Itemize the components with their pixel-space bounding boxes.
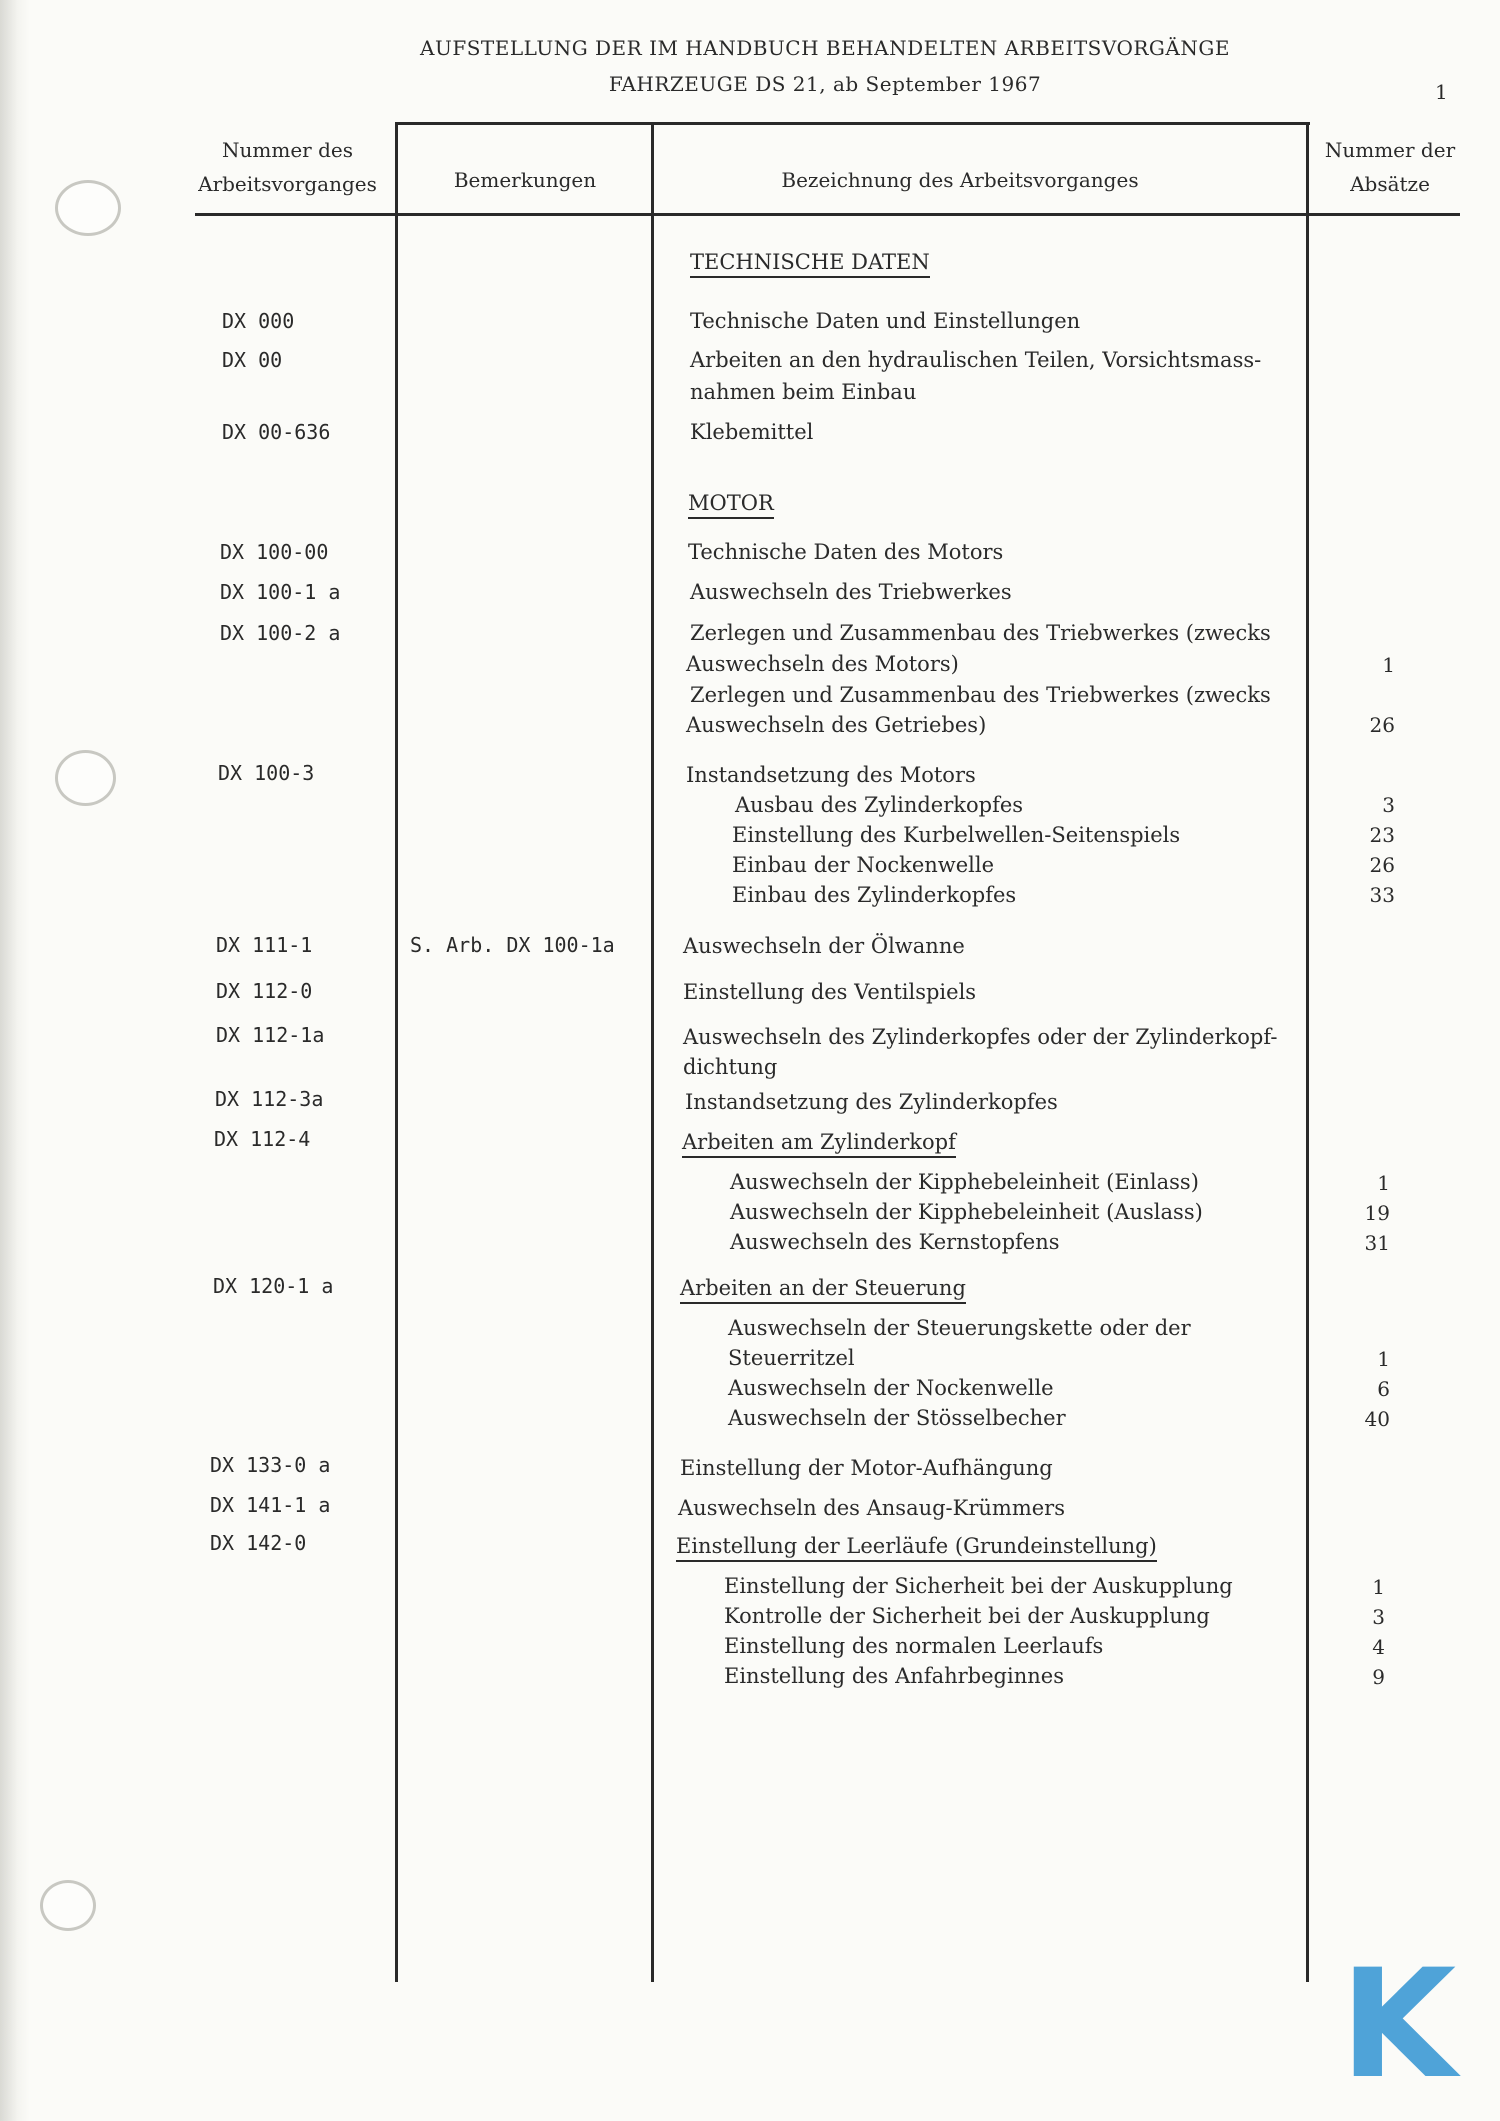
row-bezeichnung: Auswechseln des Zylinderkopfes oder der Zylinderkopf- [683,1025,1278,1049]
column-header-nummer-line1: Nummer des [222,138,353,162]
column-header-absaetze-line1: Nummer der [1324,138,1456,162]
k-logo: K [1340,1938,1457,2112]
row-nummer: DX 112-4 [214,1127,311,1151]
column-divider-2 [651,122,654,1982]
sub-item: Einstellung des Kurbelwellen-Seitenspiels [732,823,1181,847]
row-nummer: DX 111-1 [216,933,313,957]
absatz-number: 4 [1372,1635,1385,1659]
row-nummer: DX 133-0 a [210,1453,331,1477]
row-bezeichnung: Einstellung des Ventilspiels [683,980,977,1004]
row-nummer: DX 100-2 a [220,621,341,645]
row-nummer: DX 112-3a [215,1087,324,1111]
absatz-number: 1 [1382,653,1395,677]
row-nummer: DX 112-1a [216,1023,325,1047]
row-nummer: DX 120-1 a [213,1274,334,1298]
column-divider-1 [395,122,398,1982]
sub-item: Auswechseln des Kernstopfens [730,1230,1060,1254]
sub-item: Ausbau des Zylinderkopfes [735,793,1024,817]
row-nummer: DX 00-636 [222,420,331,444]
row-nummer: DX 141-1 a [210,1493,331,1517]
document-title: AUFSTELLUNG DER IM HANDBUCH BEHANDELTEN ARBEITSVORGÄNGE [420,36,1230,60]
absatz-number: 3 [1382,793,1395,817]
row-bezeichnung: Auswechseln des Ansaug-Krümmers [678,1496,1065,1520]
sub-item: Kontrolle der Sicherheit bei der Auskupplung [724,1604,1210,1628]
row-bezeichnung: Instandsetzung des Motors [686,763,976,787]
row-bezeichnung: Klebemittel [690,420,814,444]
table-header-rule [195,213,1460,216]
row-bezeichnung-text: Arbeiten an der Steuerung [680,1276,966,1304]
row-nummer: DX 00 [222,348,283,372]
sub-item: Auswechseln der Kipphebeleinheit (Einlass) [730,1170,1199,1194]
sub-item: Einstellung des Anfahrbeginnes [724,1664,1064,1688]
section-heading-motor [688,488,774,518]
absatz-number: 26 [1369,853,1395,877]
row-bezeichnung [682,1127,956,1157]
sub-item: Einbau des Zylinderkopfes [732,883,1017,907]
absatz-number: 26 [1369,713,1395,737]
absatz-number: 33 [1369,883,1395,907]
absatz-number: 6 [1377,1377,1390,1401]
sub-item: Einbau der Nockenwelle [732,853,995,877]
absatz-number: 19 [1364,1201,1390,1225]
sub-item: Einstellung der Sicherheit bei der Auskupplung [724,1574,1233,1598]
row-bezeichnung-continued: Auswechseln des Getriebes) [686,713,987,737]
row-bezeichnung-continued: nahmen beim Einbau [690,380,917,404]
absatz-number: 1 [1372,1575,1385,1599]
row-bezeichnung: Einstellung der Motor-Aufhängung [680,1456,1053,1480]
row-bezeichnung-text: Einstellung der Leerläufe (Grundeinstellung) [676,1534,1157,1562]
absatz-number: 3 [1372,1605,1385,1629]
binder-edge [0,0,30,2121]
row-bezeichnung: Zerlegen und Zusammenbau des Triebwerkes (zwecks [690,621,1271,645]
punch-hole [40,1880,96,1931]
sub-item: Auswechseln der Nockenwelle [728,1376,1054,1400]
row-bezeichnung [676,1531,1157,1561]
absatz-number: 23 [1369,823,1395,847]
column-header-absaetze [1315,133,1465,201]
column-header-bemerkungen: Bemerkungen [453,168,597,192]
row-bezeichnung-text: Arbeiten am Zylinderkopf [682,1130,956,1158]
row-nummer: DX 100-00 [220,540,329,564]
column-header-absaetze-line2: Absätze [1350,172,1430,196]
table-top-rule [395,122,1310,125]
section-heading-technische-daten [690,247,930,277]
row-bezeichnung [680,1273,966,1303]
document-subtitle: FAHRZEUGE DS 21, ab September 1967 [608,72,1042,96]
section-heading-text: MOTOR [688,491,774,519]
absatz-number: 1 [1377,1171,1390,1195]
row-nummer: DX 142-0 [210,1531,307,1555]
row-bezeichnung: Zerlegen und Zusammenbau des Triebwerkes (zwecks [690,683,1271,707]
row-nummer: DX 112-0 [216,979,313,1003]
absatz-number: 31 [1364,1231,1390,1255]
row-bezeichnung: Technische Daten des Motors [688,540,1004,564]
sub-item: Einstellung des normalen Leerlaufs [724,1634,1104,1658]
punch-hole [55,750,116,806]
row-bezeichnung-continued: Auswechseln des Motors) [686,652,959,676]
section-heading-text: TECHNISCHE DATEN [690,250,930,278]
row-nummer: DX 100-1 a [220,580,341,604]
column-divider-3 [1306,122,1309,1982]
page-number: 1 [1435,80,1448,104]
row-nummer: DX 000 [222,309,295,333]
absatz-number: 9 [1372,1665,1385,1689]
sub-item: Auswechseln der Stösselbecher [728,1406,1066,1430]
row-nummer: DX 100-3 [218,761,315,785]
column-header-nummer [195,133,380,201]
row-bezeichnung: Arbeiten an den hydraulischen Teilen, Vorsichtsmass- [690,348,1262,372]
row-bezeichnung: Auswechseln der Ölwanne [683,934,965,958]
column-header-bezeichnung: Bezeichnung des Arbeitsvorganges [781,168,1139,192]
row-bezeichnung: Technische Daten und Einstellungen [690,309,1081,333]
sub-item: Auswechseln der Steuerungskette oder der [728,1316,1191,1340]
sub-item: Auswechseln der Kipphebeleinheit (Auslass) [730,1200,1203,1224]
sub-item-continued: Steuerritzel [728,1346,855,1370]
row-bezeichnung: Auswechseln des Triebwerkes [690,580,1012,604]
absatz-number: 40 [1364,1407,1390,1431]
column-header-nummer-line2: Arbeitsvorganges [198,172,377,196]
row-bezeichnung: Instandsetzung des Zylinderkopfes [685,1090,1058,1114]
absatz-number: 1 [1377,1347,1390,1371]
row-bezeichnung-continued: dichtung [683,1055,778,1079]
punch-hole [55,180,121,236]
row-bemerkung: S. Arb. DX 100-1a [410,933,615,957]
